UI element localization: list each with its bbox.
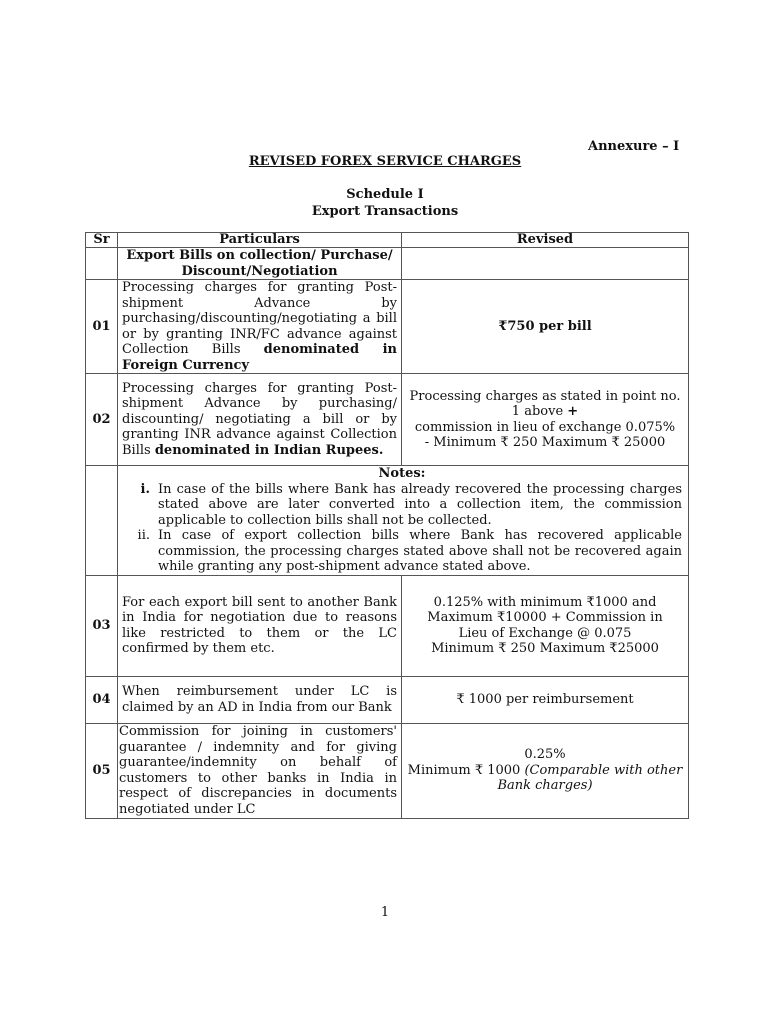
row-sr: 04 bbox=[86, 676, 118, 723]
revised-line-text: Processing charges as stated in point no. 1 above bbox=[409, 388, 681, 419]
table-row bbox=[86, 676, 689, 723]
revised-plus: + bbox=[567, 404, 579, 419]
notes-sr-cell bbox=[86, 466, 118, 576]
header-revised: Revised bbox=[402, 233, 689, 248]
row-revised bbox=[402, 374, 689, 466]
particulars-text: Processing charges for granting Post-shipment Advance by purchasing/discounting/negotiating a bill or by granting INR/FC advance against Collection Bills bbox=[122, 280, 397, 357]
particulars-bold: denominated in Foreign Currency bbox=[122, 342, 398, 373]
revised-line: Minimum ₹ 250 Maximum ₹25000 bbox=[431, 641, 659, 656]
row-revised: ₹750 per bill bbox=[402, 280, 689, 374]
row-sr: 02 bbox=[86, 374, 118, 466]
row-revised bbox=[402, 723, 689, 818]
annexure-label: Annexure – I bbox=[588, 139, 680, 154]
revised-italic: (Comparable with other Bank charges) bbox=[497, 762, 683, 794]
notes-row bbox=[86, 466, 689, 576]
revised-line: - Minimum ₹ 250 Maximum ₹ 25000 bbox=[424, 435, 666, 450]
table-header-row bbox=[86, 233, 689, 248]
row-particulars bbox=[118, 374, 402, 466]
charges-table bbox=[85, 232, 689, 819]
table-row bbox=[86, 575, 689, 676]
schedule-heading bbox=[0, 186, 770, 220]
revised-line: commission in lieu of exchange 0.075% bbox=[414, 419, 676, 435]
note-text: In case of export collection bills where Bank has recovered applicable commission, the processing charges stated above shall not be recovered again while granting any post-shipment advance stated above. bbox=[158, 528, 682, 574]
table-row bbox=[86, 723, 689, 818]
row-particulars bbox=[118, 280, 402, 374]
row-sr: 05 bbox=[86, 723, 118, 818]
page-title-text: REVISED FOREX SERVICE CHARGES bbox=[248, 154, 522, 169]
row-sr: 01 bbox=[86, 280, 118, 374]
row-particulars: Commission for joining in customers' guarantee / indemnity and for giving guarantee/indemnity on behalf of customers to other banks in India in respect of discrepancies in documents negotiated under LC bbox=[118, 723, 402, 818]
notes-cell bbox=[118, 466, 689, 576]
row-particulars: When reimbursement under LC is claimed by an AD in India from our Bank bbox=[118, 676, 402, 723]
note-number: i. bbox=[140, 481, 150, 497]
note-item bbox=[122, 528, 682, 575]
notes-title: Notes: bbox=[378, 466, 426, 481]
note-item bbox=[122, 482, 682, 529]
note-text: In case of the bills where Bank has already recovered the processing charges stated above are later converted into a collection item, the commission applicable to collection bills shall not be collected. bbox=[158, 481, 682, 528]
row-sr: 03 bbox=[86, 575, 118, 676]
revised-line bbox=[406, 389, 684, 420]
section-heading-row bbox=[86, 248, 689, 280]
page-number: 1 bbox=[380, 905, 390, 920]
section-heading: Export Bills on collection/ Purchase/ Discount/Negotiation bbox=[118, 248, 402, 280]
table-row bbox=[86, 280, 689, 374]
revised-line bbox=[406, 763, 684, 794]
revised-line: Maximum ₹10000 + Commission in bbox=[427, 610, 663, 625]
revised-line: 0.125% with minimum ₹1000 and bbox=[433, 594, 657, 610]
page-title bbox=[0, 154, 770, 169]
revised-line: 0.25% bbox=[524, 747, 566, 763]
row-particulars: For each export bill sent to another Bank in India for negotiation due to reasons like restricted to them or the LC confirmed by them etc. bbox=[118, 575, 402, 676]
row-revised: ₹ 1000 per reimbursement bbox=[402, 676, 689, 723]
section-revised-cell bbox=[402, 248, 689, 280]
revised-line: Lieu of Exchange @ 0.075 bbox=[458, 625, 632, 641]
header-particulars: Particulars bbox=[118, 233, 402, 248]
row-revised bbox=[402, 575, 689, 676]
schedule-label: Schedule I bbox=[346, 187, 424, 202]
header-sr: Sr bbox=[86, 233, 118, 248]
particulars-text: Processing charges for granting Post-shipment Advance by purchasing/ discounting/ negotiating a bill or by granting INR advance against Collection Bills bbox=[122, 380, 397, 458]
section-sr-cell bbox=[86, 248, 118, 280]
revised-line-text: Minimum ₹ 1000 bbox=[407, 762, 521, 778]
schedule-subtitle: Export Transactions bbox=[311, 204, 459, 219]
note-number: ii. bbox=[137, 528, 150, 543]
particulars-bold: denominated in Indian Rupees. bbox=[154, 442, 384, 458]
table-row bbox=[86, 374, 689, 466]
